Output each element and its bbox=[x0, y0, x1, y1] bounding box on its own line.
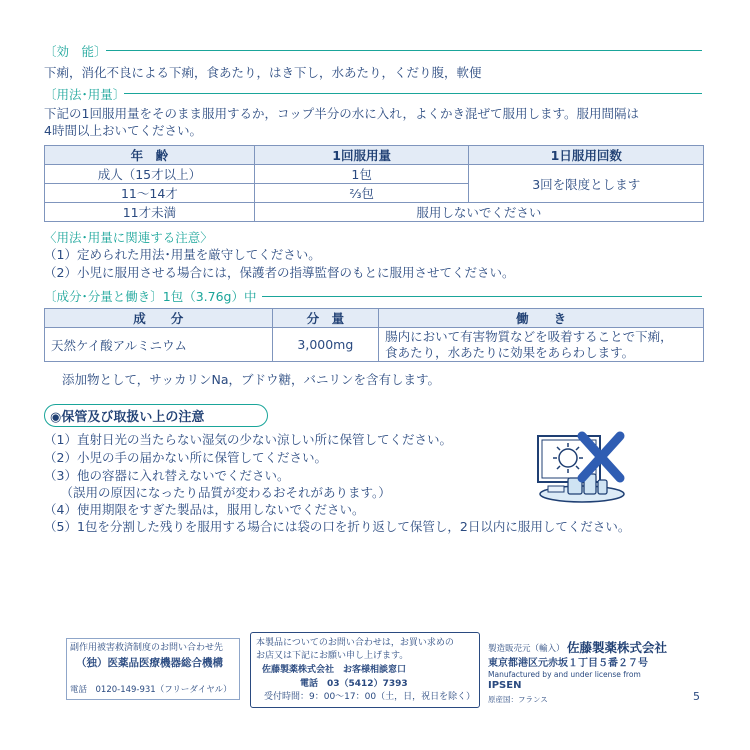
storage-title: ◉保管及び取扱い上の注意 bbox=[50, 410, 205, 425]
age-cell: 11～14才 bbox=[45, 184, 255, 203]
contact-line2: お店又は下記にお願い申し上げます。 bbox=[256, 651, 409, 661]
storage-item-3-note: （誤用の原因になったり品質が変わるおそれがあります。） bbox=[44, 485, 391, 500]
age-cell: 11才未満 bbox=[45, 203, 255, 222]
relief-line2: （独）医薬品医療機器総合機構 bbox=[76, 657, 223, 669]
ingredients-header-amount: 分 量 bbox=[272, 309, 379, 328]
storage-item-1: （1）直射日光の当たらない湿気の少ない涼しい所に保管してください。 bbox=[44, 432, 452, 447]
age-cell: 成人（15才以上） bbox=[45, 165, 255, 184]
relief-line1: 副作用被害救済制度のお問い合わせ先 bbox=[70, 643, 224, 653]
dosage-rule bbox=[124, 93, 702, 94]
ingredients-table bbox=[44, 308, 704, 362]
efficacy-rule bbox=[106, 50, 702, 51]
ingredient-effect bbox=[379, 328, 704, 362]
ingredient-name: 天然ケイ酸アルミニウム bbox=[45, 328, 273, 362]
dosage-note-2: （2）小児に服用させる場合には，保護者の指導監督のもとに服用させてください。 bbox=[44, 265, 515, 280]
ingredients-header-name: 成 分 bbox=[45, 309, 273, 328]
maker-company: 佐藤製薬株式会社 bbox=[567, 640, 668, 655]
ingredients-rule bbox=[262, 296, 702, 297]
maker-license: Manufactured by and under license from bbox=[488, 670, 641, 679]
dose-cell: 1包 bbox=[254, 165, 469, 184]
additives-text: 添加物として，サッカリンNa，ブドウ糖，バニリンを含有します。 bbox=[62, 372, 441, 387]
storage-item-5: （5）1包を分割した残りを服用する場合には袋の口を折り返して保管し，2日以内に服用してください。 bbox=[44, 519, 631, 534]
contact-line1: 本製品についてのお問い合わせは，お買い求めの bbox=[256, 638, 454, 648]
ingredient-amount: 3,000mg bbox=[272, 328, 379, 362]
dosage-header-age: 年 齢 bbox=[45, 146, 255, 165]
efficacy-title: 〔効 能〕 bbox=[44, 44, 107, 59]
dosage-header-dose: 1回服用量 bbox=[254, 146, 469, 165]
ingredients-header-effect: 働 き bbox=[379, 309, 704, 328]
dosage-note-1: （1）定められた用法･用量を厳守してください。 bbox=[44, 247, 321, 262]
maker-address: 東京都港区元赤坂１丁目５番２７号 bbox=[488, 658, 648, 669]
storage-item-2: （2）小児の手の届かない所に保管してください。 bbox=[44, 450, 327, 465]
table-row bbox=[45, 328, 704, 362]
contact-line4: 電話 03（5412）7393 bbox=[300, 679, 408, 689]
efficacy-text: 下痢，消化不良による下痢，食あたり，はき下し，水あたり，くだり腹，軟便 bbox=[44, 65, 482, 80]
maker-origin: 原産国：フランス bbox=[488, 695, 548, 704]
dosage-table bbox=[44, 145, 704, 222]
dosage-notes-title: 〈用法･用量に関連する注意〉 bbox=[44, 230, 213, 245]
maker-label: 製造販売元（輸入） bbox=[488, 644, 565, 654]
dosage-text-line1: 下記の1回服用量をそのまま服用するか，コップ半分の水に入れ，よくかき混ぜて服用します。服用間隔は bbox=[44, 106, 639, 121]
table-row bbox=[45, 165, 704, 184]
ingredients-title-main: 〔成分･分量と働き〕 bbox=[44, 289, 163, 304]
table-row bbox=[45, 203, 704, 222]
relief-phone: 電話 0120-149-931（フリーダイヤル） bbox=[70, 685, 232, 695]
dose-cell: 服用しないでください bbox=[254, 203, 703, 222]
maker-brand: IPSEN bbox=[488, 680, 522, 691]
storage-item-3: （3）他の容器に入れ替えないでください。 bbox=[44, 468, 290, 483]
dosage-header-daily: 1日服用回数 bbox=[469, 146, 704, 165]
contact-line3: 佐藤製薬株式会社 お客様相談窓口 bbox=[262, 665, 407, 675]
storage-item-4: （4）使用期限をすぎた製品は，服用しないでください。 bbox=[44, 502, 365, 517]
storage-warning-illustration bbox=[520, 428, 640, 508]
ingredient-effect-line2: 食あたり，水あたりに効果をあらわします。 bbox=[385, 344, 635, 360]
ingredient-effect-line1: 腸内において有害物質などを吸着することで下痢， bbox=[385, 328, 673, 344]
contact-line5: 受付時間：9：00～17：00（土，日，祝日を除く） bbox=[264, 692, 476, 702]
dose-cell: ⅔包 bbox=[254, 184, 469, 203]
ingredients-title bbox=[44, 287, 257, 305]
dosage-title: 〔用法･用量〕 bbox=[44, 87, 126, 102]
dosage-text-line2: 4時間以上おいてください。 bbox=[44, 123, 202, 138]
ingredients-subtitle: 1包（3.76g）中 bbox=[162, 289, 257, 304]
daily-count-cell: 3回を限度とします bbox=[469, 165, 704, 203]
page-number: 5 bbox=[693, 690, 700, 703]
